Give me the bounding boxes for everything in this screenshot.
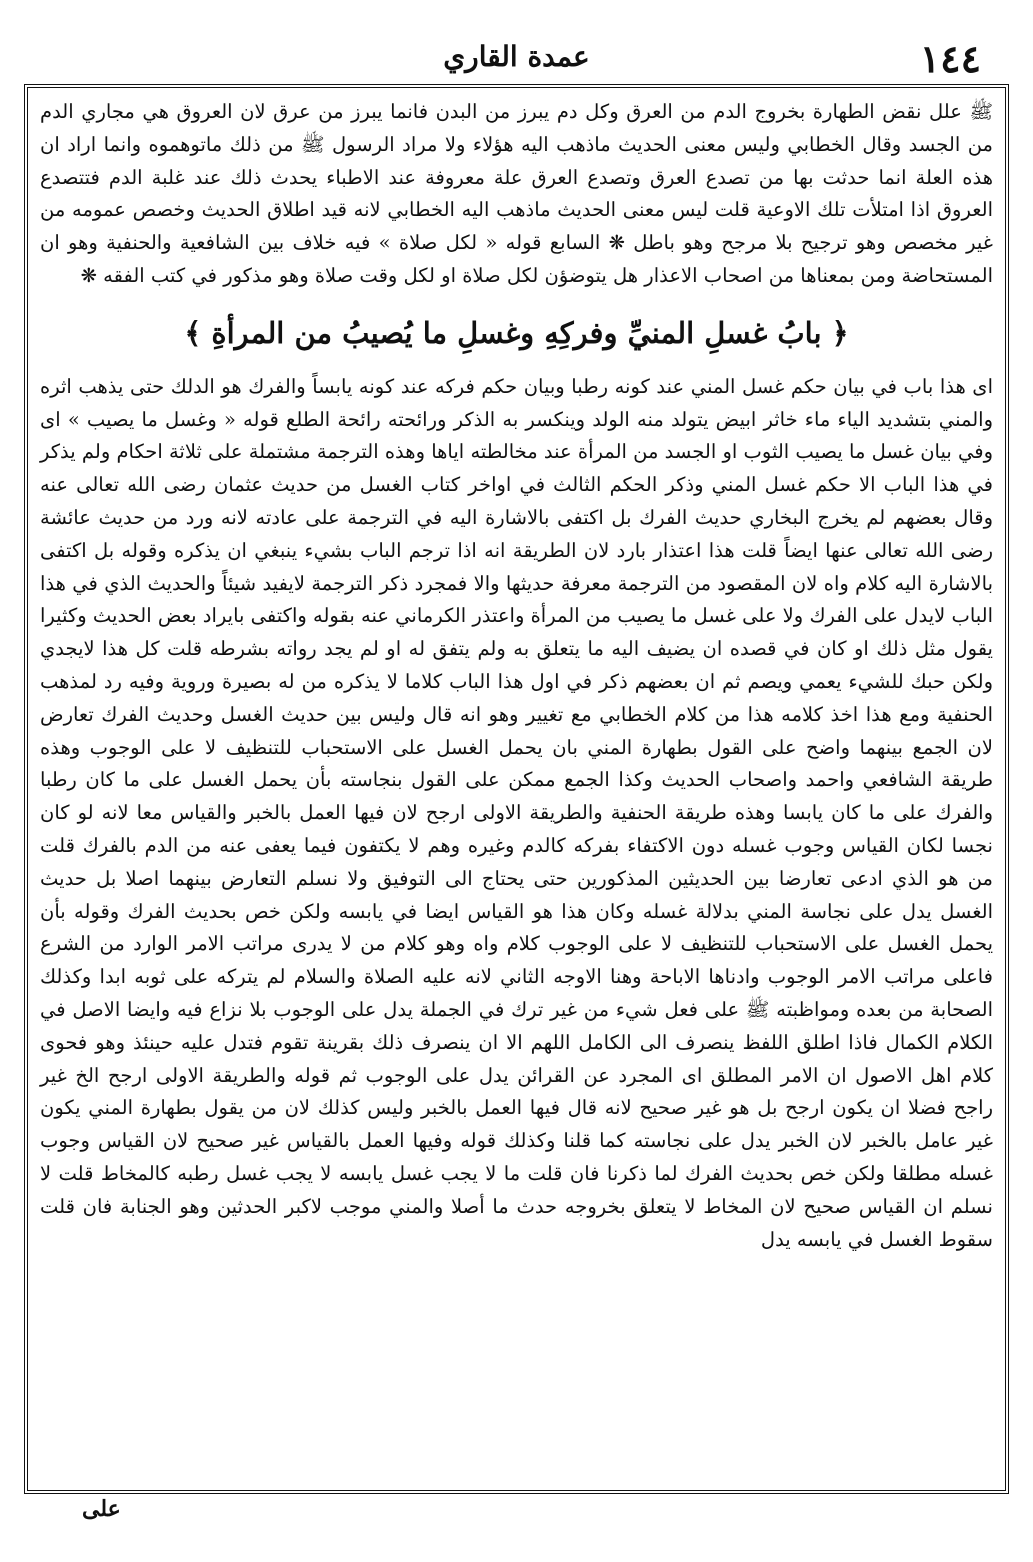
page-header [30, 30, 1003, 86]
text-frame [24, 84, 1009, 1494]
body-paragraph: اى هذا باب في بيان حكم غسل المني عند كونه رطبا وبيان حكم فركه عند كونه يابساً والفرك هو الدلك حتى يذهب اثره والمني بتشديد الياء ماء خاثر ابيض يتولد منه الولد وينكسر به الذكر ورائحته رائحة الطلع قوله « وغسل ما يصيب » اى وفي بيان غسل ما يصيب الثوب او الجسد من المرأة عند مخالطته اياها وهذه الترجمة مشتملة على ثلاثة احكام ولم يذكر في هذا الباب الا حكم غسل المني وذكر الحكم الثالث في اواخر كتاب الغسل من حديث عثمان رضى الله تعالى عنه وقال بعضهم لم يخرج البخاري حديث الفرك بل اكتفى بالاشارة اليه في الترجمة على عادته لانه ورد من حديث عائشة رضى الله تعالى عنها ايضاً قلت هذا اعتذار بارد لان الطريقة انه اذا ترجم الباب بشيء ينبغي ان يذكره وقوله بل اكتفى بالاشارة اليه كلام واه لان المقصود من الترجمة معرفة حديثها والا فمجرد ذكر الترجمة لايفيد شيئاً والحديث الذي في هذا الباب لايدل على الفرك ولا على غسل ما يصيب من المرأة واعتذر الكرماني عنه بقوله واكتفى بايراد بعض الحديث وكثيرا يقول مثل ذلك او كان في قصده ان يضيف اليه ما يتعلق به ولم يتفق له او لم يجد رواته بشرطه قلت كل هذا لايجدي ولكن حبك للشيء يعمي ويصم ثم ان بعضهم ذكر في اول هذا الباب كلاما لا يذكره من له بصيرة وروية وفيه رد لمذهب الحنفية ومع هذا اخذ كلامه هذا من كلام الخطابي مع تغيير وهو انه قال وليس بين حديث الغسل وحديث الفرك تعارض لان الجمع بينهما واضح على القول بطهارة المني بان يحمل الغسل على الاستحباب للتنظيف لا على الوجوب وهذه طريقة الشافعي واحمد واصحاب الحديث وكذا الجمع ممكن على القول بنجاسته بأن يحمل الغسل على ما كان رطبا والفرك على ما كان يابسا وهذه طريقة الحنفية والطريقة الاولى ارجح لان فيها العمل بالخبر والقياس معا لانه لو كان نجسا لكان القياس وجوب غسله دون الاكتفاء بفركه كالدم وغيره وهم لا يكتفون فيما يعفى عنه من الدم بالفرك قلت من هو الذي ادعى تعارضا بين الحديثين المذكورين حتى يحتاج الى التوفيق ولا نسلم التعارض بينهما اصلا بل حديث الغسل يدل على نجاسة المني بدلالة غسله وكان هذا هو القياس ايضا في يابسه ولكن خص بحديث الفرك وقوله بأن يحمل الغسل على الاستحباب للتنظيف لا على الوجوب كلام واه وهو كلام من لا يدرى مراتب الامر الوارد من الشرع فاعلى مراتب الامر الوجوب وادناها الاباحة وهنا الاوجه الثاني لانه عليه الصلاة والسلام لم يتركه على ثوبه ابدا وكذلك الصحابة من بعده ومواظبته ﷺ على فعل شيء من غير ترك في الجملة يدل على الوجوب بلا نزاع فيه وايضا الاصل في الكلام الكمال فاذا اطلق اللفظ ينصرف الى الكامل اللهم الا ان ينصرف ذلك بقرينة تقوم فتدل عليه حينئذ وهو فحوى كلام اهل الاصول ان الامر المطلق اى المجرد عن القرائن يدل على الوجوب ثم قوله والطريقة الاولى ارجح الخ غير راجح فضلا ان يكون ارجح بل هو غير صحيح لانه قال فيها العمل بالخبر وليس كذلك لان من يقول بطهارة المني يكون غير عامل بالخبر لان الخبر يدل على نجاسته كما قلنا وكذلك قوله وفيها العمل بالقياس غير صحيح لان القياس وجوب غسله مطلقا ولكن خص بحديث الفرك لما ذكرنا فان قلت ما لا يجب غسل يابسه لا يجب غسل رطبه كالمخاط قلت لا نسلم ان القياس صحيح لان المخاط لا يتعلق بخروجه حدث ما أصلا والمني موجب لاكبر الحدثين وهو الجنابة فان قلت سقوط الغسل في يابسه يدل [40, 374, 993, 1251]
page-number: ١٤٤ [919, 36, 981, 81]
intro-paragraph: ﷺ علل نقض الطهارة بخروج الدم من العرق وكل دم يبرز من البدن فانما يبرز من عرق لان العروق هي مجاري الدم من الجسد وقال الخطابي وليس معنى الحديث ماذهب اليه هؤلاء ولا مراد الرسول ﷺ من ذلك ماتوهموه وانما اراد ان هذه العلة انما حدثت بها من تصدع العرق وتصدع العرق علة معروفة عند الاطباء يحدث ذلك عند غلبة الدم فتتصدع العروق اذا امتلأت تلك الاوعية قلت ليس معنى الحديث ماذهب اليه الخطابي لانه قيد اطلاق الحديث وخصص عمومه من غير مخصص وهو ترجيح بلا مرجح وهو باطل ❋ السابع قوله « لكل صلاة » فيه خلاف بين الشافعية والحنفية وهو ان المستحاضة ومن بمعناها من اصحاب الاعذار هل يتوضؤن لكل صلاة او لكل وقت صلاة وهو مذكور في كتب الفقه ❋ [40, 100, 993, 287]
page-body [40, 96, 993, 1482]
catchword: على [82, 1496, 121, 1522]
chapter-heading: ﴿ بابُ غسلِ المنيِّ وفركِهِ وغسلِ ما يُصيبُ من المرأةِ ﴾ [184, 315, 849, 350]
running-title: عمدة القاري [443, 40, 590, 73]
